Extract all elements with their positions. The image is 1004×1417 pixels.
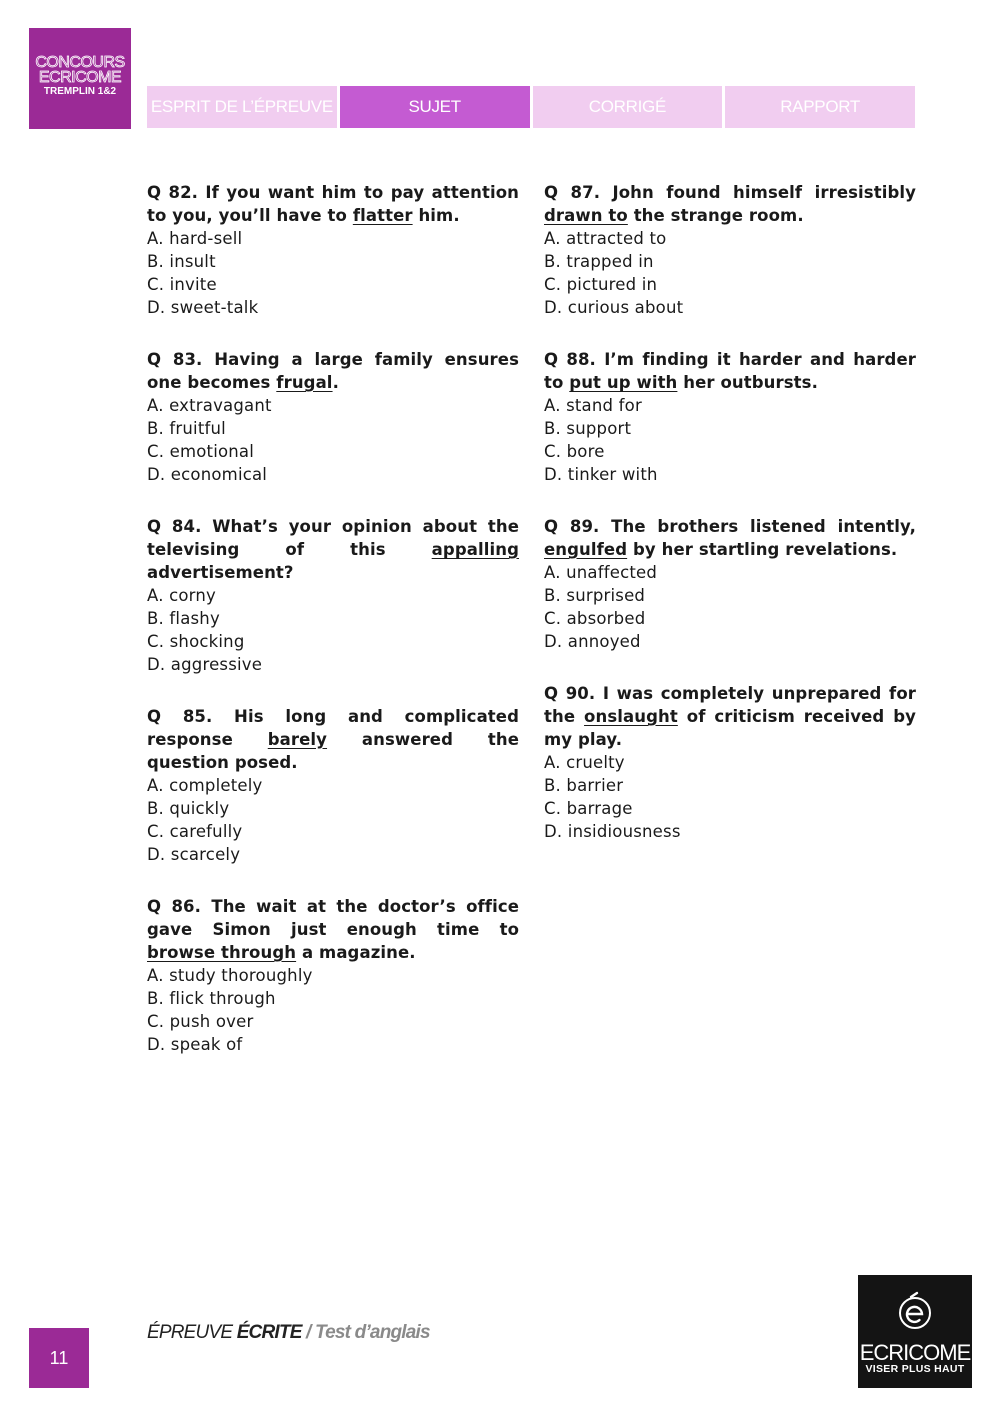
option-a: A. study thoroughly	[147, 966, 313, 985]
question-83	[147, 348, 519, 486]
question-85	[147, 705, 519, 866]
questions-right-column	[544, 181, 916, 872]
question-text: Q 89. The brothers listened intently, engulfed by her startling revelations.	[544, 517, 916, 559]
question-90	[544, 682, 916, 843]
underlined-term: frugal	[276, 373, 333, 392]
option-c: C. push over	[147, 1012, 254, 1031]
ecricome-logo	[858, 1275, 972, 1388]
question-text: Q 83. Having a large family ensures one becomes frugal.	[147, 350, 519, 392]
option-c: C. carefully	[147, 822, 243, 841]
option-b: B. fruitful	[147, 419, 226, 438]
tab-esprit-epreuve[interactable]: ESPRIT DE L’ÉPREUVE	[147, 86, 337, 128]
option-c: C. bore	[544, 442, 605, 461]
option-a: A. unaffected	[544, 563, 658, 582]
option-a: A. completely	[147, 776, 263, 795]
page-number: 11	[29, 1328, 89, 1388]
option-d: D. speak of	[147, 1035, 243, 1054]
question-text: Q 85. His long and complicated response barely answered the question posed.	[147, 707, 520, 772]
option-d: D. annoyed	[544, 632, 641, 651]
ecricome-emblem-icon	[897, 1291, 933, 1331]
tab-rapport[interactable]: RAPPORT	[725, 86, 915, 128]
option-b: B. flashy	[147, 609, 220, 628]
concours-logo	[29, 28, 131, 129]
underlined-term: flatter	[352, 206, 413, 225]
option-b: B. trapped in	[544, 252, 654, 271]
option-a: A. stand for	[544, 396, 642, 415]
option-d: D. tinker with	[544, 465, 658, 484]
logo-line-tremplin: TREMPLIN 1&2	[43, 86, 117, 97]
option-d: D. economical	[147, 465, 268, 484]
underlined-term: appalling	[431, 540, 519, 559]
underlined-term: engulfed	[544, 540, 628, 559]
question-86	[147, 895, 519, 1056]
logo-line-concours: CONCOURS	[35, 54, 125, 71]
tab-corrige[interactable]: CORRIGÉ	[533, 86, 723, 128]
tab-sujet[interactable]: SUJET	[340, 86, 530, 128]
section-tabs	[147, 86, 915, 128]
option-c: C. emotional	[147, 442, 255, 461]
question-text: Q 87. John found himself irresistibly drawn to the strange room.	[544, 183, 916, 225]
footer-title: ÉPREUVE ÉCRITE / Test d’anglais	[147, 1322, 430, 1343]
question-84	[147, 515, 519, 676]
option-b: B. quickly	[147, 799, 230, 818]
option-c: C. shocking	[147, 632, 245, 651]
question-text: Q 82. If you want him to pay attention to you, you’ll have to flatter him.	[147, 183, 519, 225]
option-a: A. attracted to	[544, 229, 667, 248]
option-b: B. barrier	[544, 776, 624, 795]
question-87	[544, 181, 916, 319]
underlined-term: onslaught	[584, 707, 678, 726]
option-c: C. pictured in	[544, 275, 658, 294]
questions-left-column	[147, 181, 519, 1085]
logo-line-ecricome: ECRICOME	[38, 69, 122, 86]
option-b: B. surprised	[544, 586, 646, 605]
question-89	[544, 515, 916, 653]
option-d: D. curious about	[544, 298, 684, 317]
logo-name: ECRICOME	[859, 1340, 971, 1365]
underlined-term: browse through	[147, 943, 297, 962]
question-text: Q 84. What’s your opinion about the televising of this appalling advertisement?	[147, 517, 519, 582]
option-d: D. aggressive	[147, 655, 263, 674]
option-a: A. extravagant	[147, 396, 272, 415]
option-a: A. cruelty	[544, 753, 625, 772]
option-d: D. scarcely	[147, 845, 241, 864]
underlined-term: drawn to	[544, 206, 628, 225]
option-b: B. insult	[147, 252, 216, 271]
option-b: B. support	[544, 419, 632, 438]
underlined-term: put up with	[569, 373, 678, 392]
option-d: D. insidiousness	[544, 822, 681, 841]
logo-tagline: VISER PLUS HAUT	[865, 1363, 965, 1375]
underlined-term: barely	[267, 730, 328, 749]
question-text: Q 88. I’m finding it harder and harder to put up with her outbursts.	[544, 350, 916, 392]
option-c: C. invite	[147, 275, 217, 294]
option-c: C. barrage	[544, 799, 633, 818]
question-text: Q 90. I was completely unprepared for the onslaught of criticism received by my play.	[544, 684, 916, 749]
option-c: C. absorbed	[544, 609, 646, 628]
option-b: B. flick through	[147, 989, 276, 1008]
option-a: A. hard-sell	[147, 229, 243, 248]
option-d: D. sweet-talk	[147, 298, 259, 317]
question-88	[544, 348, 916, 486]
question-82	[147, 181, 519, 319]
option-a: A. corny	[147, 586, 216, 605]
question-text: Q 86. The wait at the doctor’s office gave Simon just enough time to browse through a magazine.	[147, 897, 519, 962]
